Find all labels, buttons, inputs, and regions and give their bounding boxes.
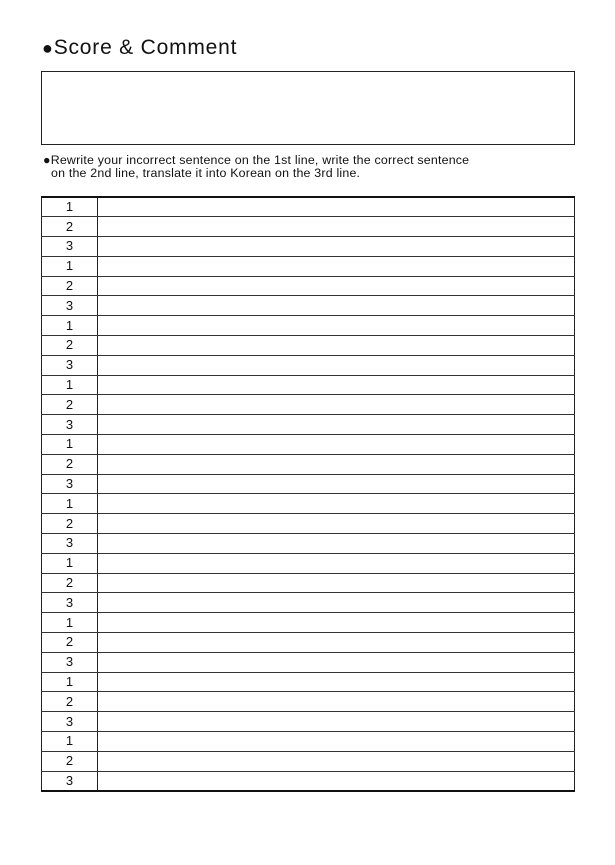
line-number: 3: [42, 593, 98, 613]
writing-line[interactable]: [98, 197, 575, 217]
line-number: 3: [42, 771, 98, 791]
table-row: [42, 336, 575, 356]
line-number: 2: [42, 573, 98, 593]
line-number: 3: [42, 534, 98, 554]
instruction-text: [43, 154, 575, 180]
table-row: [42, 474, 575, 494]
writing-line[interactable]: [98, 534, 575, 554]
writing-line[interactable]: [98, 771, 575, 791]
line-number: 1: [42, 494, 98, 514]
line-number: 1: [42, 672, 98, 692]
table-row: [42, 692, 575, 712]
line-number: 2: [42, 395, 98, 415]
table-row: [42, 355, 575, 375]
table-row: [42, 276, 575, 296]
sentence-table: [41, 196, 575, 792]
writing-line[interactable]: [98, 296, 575, 316]
writing-line[interactable]: [98, 395, 575, 415]
writing-line[interactable]: [98, 217, 575, 237]
writing-line[interactable]: [98, 276, 575, 296]
writing-line[interactable]: [98, 613, 575, 633]
writing-line[interactable]: [98, 415, 575, 435]
table-row: [42, 197, 575, 217]
table-row: [42, 296, 575, 316]
writing-line[interactable]: [98, 256, 575, 276]
line-number: 1: [42, 256, 98, 276]
writing-line[interactable]: [98, 732, 575, 752]
table-row: [42, 217, 575, 237]
table-row: [42, 593, 575, 613]
writing-line[interactable]: [98, 435, 575, 455]
table-row: [42, 514, 575, 534]
writing-line[interactable]: [98, 494, 575, 514]
writing-line[interactable]: [98, 692, 575, 712]
writing-line[interactable]: [98, 474, 575, 494]
writing-line[interactable]: [98, 375, 575, 395]
line-number: 1: [42, 375, 98, 395]
line-number: 2: [42, 336, 98, 356]
title-text: Score & Comment: [53, 36, 238, 59]
writing-line[interactable]: [98, 355, 575, 375]
writing-line[interactable]: [98, 633, 575, 653]
line-number: 3: [42, 415, 98, 435]
line-number: 1: [42, 613, 98, 633]
writing-line[interactable]: [98, 454, 575, 474]
bullet-icon: ●: [42, 38, 54, 58]
table-row: [42, 672, 575, 692]
table-row: [42, 256, 575, 276]
line-number: 3: [42, 355, 98, 375]
table-row: [42, 494, 575, 514]
table-row: [42, 375, 575, 395]
writing-line[interactable]: [98, 553, 575, 573]
table-row: [42, 395, 575, 415]
line-number: 3: [42, 652, 98, 672]
table-row: [42, 415, 575, 435]
table-row: [42, 613, 575, 633]
writing-line[interactable]: [98, 751, 575, 771]
writing-line[interactable]: [98, 712, 575, 732]
table-row: [42, 534, 575, 554]
table-row: [42, 454, 575, 474]
table-row: [42, 237, 575, 257]
line-number: 1: [42, 553, 98, 573]
line-number: 1: [42, 732, 98, 752]
page-title: [42, 36, 237, 60]
table-row: [42, 751, 575, 771]
line-number: 2: [42, 454, 98, 474]
writing-line[interactable]: [98, 652, 575, 672]
table-row: [42, 732, 575, 752]
writing-line[interactable]: [98, 336, 575, 356]
writing-line[interactable]: [98, 593, 575, 613]
table-row: [42, 435, 575, 455]
line-number: 2: [42, 633, 98, 653]
instruction-line-1-text: Rewrite your incorrect sentence on the 1st line, write the correct sentence: [50, 153, 470, 167]
table-row: [42, 633, 575, 653]
line-number: 3: [42, 712, 98, 732]
writing-line[interactable]: [98, 316, 575, 336]
score-comment-box[interactable]: [41, 71, 575, 145]
writing-line[interactable]: [98, 237, 575, 257]
writing-line[interactable]: [98, 514, 575, 534]
line-number: 3: [42, 474, 98, 494]
line-number: 3: [42, 296, 98, 316]
table-row: [42, 652, 575, 672]
line-number: 1: [42, 197, 98, 217]
instruction-line-2: on the 2nd line, translate it into Korean on the 3rd line.: [51, 166, 361, 180]
table-row: [42, 771, 575, 791]
line-number: 2: [42, 692, 98, 712]
writing-line[interactable]: [98, 672, 575, 692]
line-number: 2: [42, 217, 98, 237]
table-row: [42, 573, 575, 593]
line-number: 1: [42, 316, 98, 336]
line-number: 1: [42, 435, 98, 455]
instruction-bullet-icon: ●: [43, 153, 51, 167]
line-number: 3: [42, 237, 98, 257]
table-row: [42, 553, 575, 573]
line-number: 2: [42, 276, 98, 296]
line-number: 2: [42, 751, 98, 771]
writing-line[interactable]: [98, 573, 575, 593]
line-number: 2: [42, 514, 98, 534]
table-row: [42, 316, 575, 336]
sentence-table-body: [42, 197, 575, 791]
table-row: [42, 712, 575, 732]
